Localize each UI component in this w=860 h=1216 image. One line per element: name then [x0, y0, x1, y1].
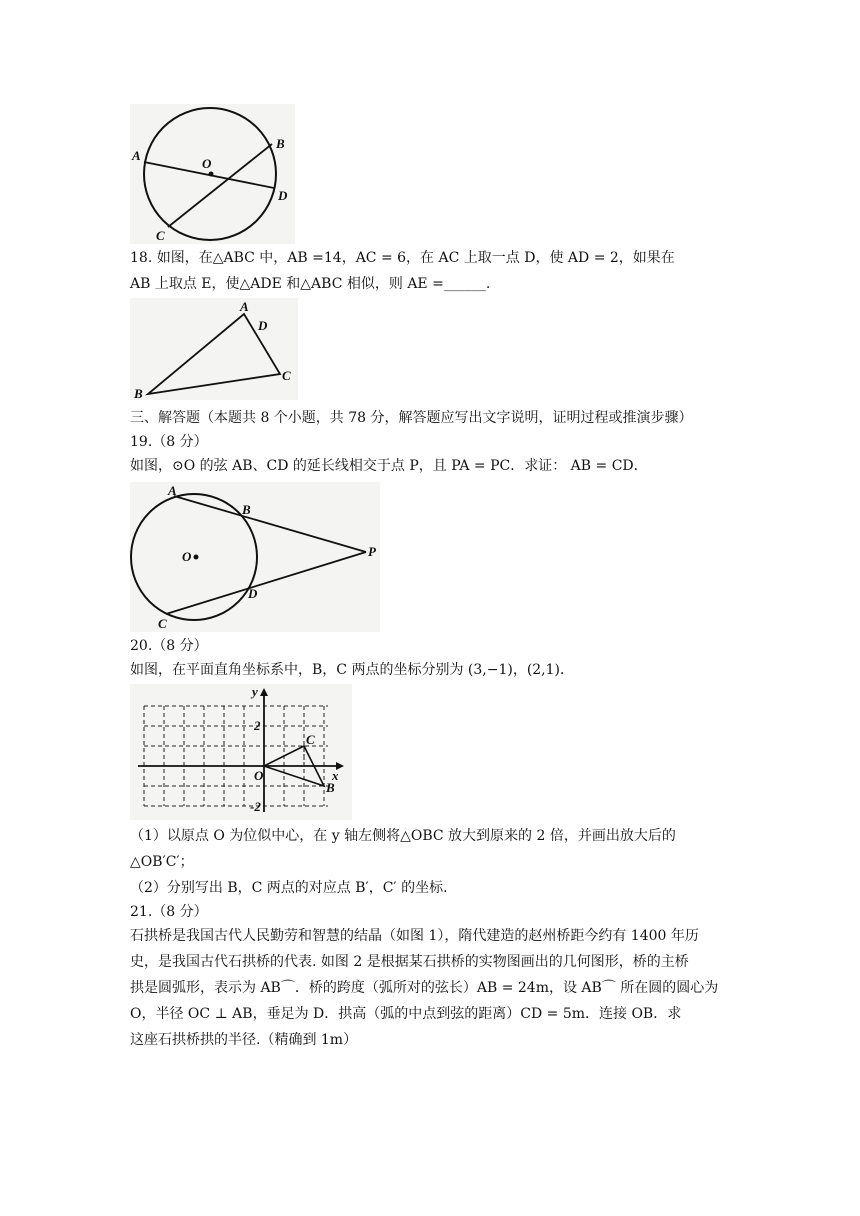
q20-part1-line1: （1）以原点 O 为位似中心，在 y 轴左侧将△OBC 放大到原来的 2 倍，并画出放大后的	[130, 828, 676, 844]
figure-triangle	[130, 298, 298, 400]
label-a: A	[240, 299, 249, 314]
label-b: B	[276, 136, 285, 151]
label-b: B	[242, 502, 251, 517]
label-a: A	[132, 148, 141, 163]
label-c: C	[282, 368, 291, 383]
q21-line-5: 这座石拱桥拱的半径.（精确到 1m）	[130, 1032, 358, 1048]
q19-text: 如图，⊙O 的弦 AB、CD 的延长线相交于点 P，且 PA = PC．求证： AB = CD．	[130, 458, 648, 474]
figure-coordinate-grid	[130, 684, 352, 820]
label-b: B	[134, 386, 143, 400]
secant-ap	[174, 496, 366, 552]
label-x: x	[332, 768, 339, 783]
q21-line-1: 石拱桥是我国古代人民勤劳和智慧的结晶（如图 1），隋代建造的赵州桥距今约有 1400 年历	[130, 928, 699, 944]
q20-number: 20.（8 分）	[130, 638, 208, 654]
chord-cb	[168, 144, 272, 227]
tick-label-neg2: -2	[250, 799, 261, 814]
y-axis-arrow	[260, 688, 268, 696]
label-d: D	[278, 188, 288, 203]
label-c: C	[158, 616, 167, 631]
label-d: D	[258, 318, 268, 333]
q20-part1-line2: △OB′C′；	[130, 854, 194, 870]
label-d: D	[248, 586, 258, 601]
q20-text: 如图，在平面直角坐标系中，B，C 两点的坐标分别为 (3,−1)，(2,1)．	[130, 662, 575, 678]
label-c: C	[306, 732, 315, 747]
center-dot	[209, 172, 214, 177]
q18-line2: AB 上取点 E，使△ADE 和△ABC 相似，则 AE =______.	[130, 276, 491, 292]
q20-part2: （2）分别写出 B，C 两点的对应点 B′，C′ 的坐标.	[130, 880, 448, 896]
label-o: O	[182, 549, 192, 564]
label-a: A	[168, 483, 177, 498]
secant-cp	[166, 552, 366, 614]
q21-line-4: O，半径 OC ⊥ AB，垂足为 D．拱高（弧的中点到弦的距离）CD = 5m．连接 OB．求	[130, 1006, 682, 1022]
q19-number: 19.（8 分）	[130, 434, 208, 450]
label-o: O	[254, 768, 264, 783]
q21-line-3: 拱是圆弧形，表示为 AB⌒．桥的跨度（弧所对的弦长）AB = 24m，设 AB⌒ 所在圆的圆心为	[130, 980, 719, 996]
section-heading: 三、解答题（本题共 8 个小题，共 78 分，解答题应写出文字说明，证明过程或推演步骤）	[130, 410, 693, 426]
q21-line-2: 史，是我国古代石拱桥的代表. 如图 2 是根据某石拱桥的实物图画出的几何图形，桥的主桥	[130, 954, 689, 970]
tick-label-2: 2	[254, 718, 261, 733]
figure-circle-secants	[130, 482, 380, 632]
center-dot	[194, 555, 199, 560]
figure-circle-diameters	[130, 104, 295, 244]
grid-lines	[144, 706, 328, 806]
label-o: O	[202, 156, 212, 171]
label-b: B	[326, 780, 335, 795]
label-p: P	[368, 544, 376, 559]
label-y: y	[252, 684, 258, 699]
q18-line1: 18. 如图，在△ABC 中，AB =14，AC = 6，在 AC 上取一点 D，使 AD = 2，如果在	[130, 250, 675, 266]
q21-number: 21.（8 分）	[130, 904, 208, 920]
label-c: C	[156, 228, 165, 243]
